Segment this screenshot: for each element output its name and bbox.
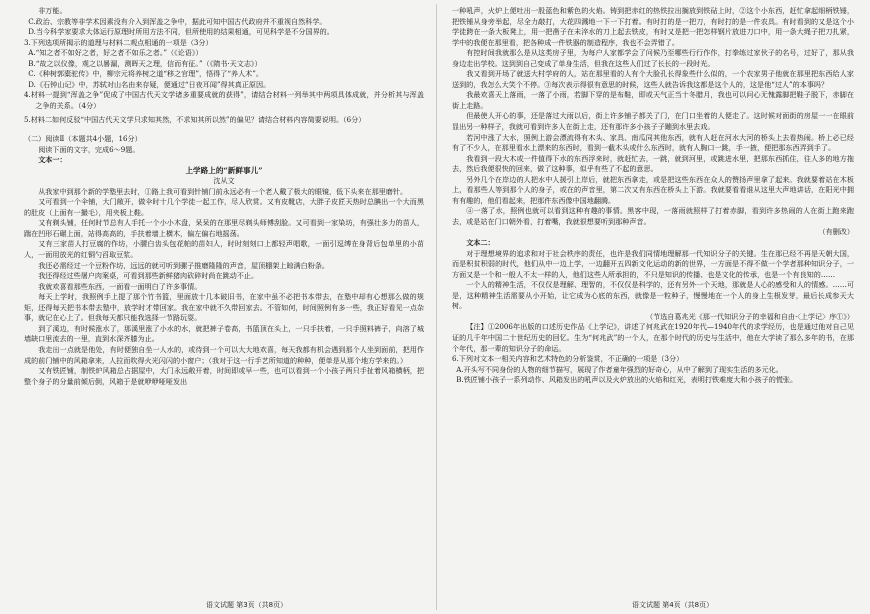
left-paragraph: 4.材料一提到“浑盖之争”促成了中国古代天文学诸多重要成就的获得”，请结合材料一列举其中两项具体成就，并分析其与浑盖之争的关系。（4分）	[24, 90, 424, 110]
left-paragraph: C.政治、宗教等非学术因素没有介入到浑盖之争中，据此可知中国古代政府并不重视自然科学。	[28, 16, 327, 26]
left-paragraph: D.当今科学家要求大体运行原理时所用方法不同，但所使用的结果相通，可见科学是不分国界的。	[28, 27, 334, 37]
left-paragraph: 3.下列选项所揭示的道理与材料二观点相通的一项是（3分）	[24, 37, 213, 47]
right-paragraph: A.开头写不同身份的人物的细节描写，展现了作者童年强烈的好奇心，从中了解到了现实生活的多元化。	[456, 364, 783, 374]
right-column	[452, 6, 854, 592]
left-paragraph: 从我家中到那个新的学塾里去时，①路上我可看到针铺门前永远必有一个老人戴了极大的眼镜，低下头来在那里磨针。	[38, 186, 408, 196]
page-footer-left: 语文试题 第3页（共8页）	[206, 601, 288, 609]
right-paragraph: （节选自葛兆光《那一代知识分子的幸福和自由·〈上学记〉序①》）	[646, 311, 854, 321]
left-paragraph: 我走出一点就是他处，有时便独自坐一人水的，或待到一个可以大大地欢喜，每天我都有机会遇到那个人坐到面前，把用作成的前门铺中的风箱拿来，人拉而吹得火光闪闪的小窗户；（我对于这一行手艺所知道的种种，便单是从那个地方学来的。）	[24, 344, 424, 365]
left-paragraph: 又有剃头铺，任何时节总有人手托一个小小木盘，呆呆的在那里尽剃头师傅刮脸。又可看到一家染坊，有强壮多力的苗人，踹在凹形石碾上面，站得高高的，手扶着墙上横木，偏左偏右地摇荡。	[24, 218, 424, 238]
left-paragraph: D.《石钟山记》中，苏轼对山名由来存疑，便通过“日夜耳闻”得其真正原因。	[28, 79, 271, 89]
right-paragraph: 我看到一段大木或一件值得下水的东西浮来时，就赶忙去，一跳，就到河里，或跳进水里，把那东西抓住，往人多的地方拖去，然后我便很快的回来，做了这种事，似乎有些了不起的意思。	[452, 153, 854, 174]
right-paragraph: 若河中涨了大水，照例上游会漂流得有木头、家具、南瓜同其他东西，就有人赶在河水大河的桥头上去看热闹。桥上必已经有了不少人，在那里看水上漂来的东西时，看到一截木头或什么东西时，就有人胸口一跳，手一掖，便把那东西弄到手了。	[452, 132, 854, 153]
left-paragraph: （二）阅读Ⅱ（本题共4小题，16分）	[24, 134, 142, 144]
right-paragraph: （有删改）	[818, 227, 854, 237]
right-paragraph: ④一落了水，照例也就可以看到这种有趣的事情。黑客中现，一落雨就照样了打着赤脚，看到许多热闹的人在街上跑来跑去，或是站在门口朝外看，打着嘴，我就很想要听到那种声音。	[452, 206, 854, 226]
left-paragraph: 文本一：	[38, 155, 67, 165]
left-paragraph: 上学路上的“新鲜事儿”	[185, 165, 263, 175]
left-paragraph: 非万能。	[38, 6, 67, 15]
left-paragraph: 5.材料二如何反驳“中国古代天文学只求知其然，不求知其所以然”的偏见？请结合材料内容简要说明。（6分）	[24, 115, 366, 125]
left-paragraph: 阅读下面的文字，完成6～9题。	[38, 144, 140, 154]
right-paragraph: 但最使人开心的事，还是落过大雨以后，街上许多铺子都关了门，在门口坐着的人便走了。这时候对面街的房屋一一在眼前显出另一种样子，我就可看到许多人在街上走，还有那许多小孩子子蹦到水里去戏。	[452, 111, 854, 132]
left-paragraph: 沈从文	[213, 176, 235, 186]
right-paragraph: B.铁匠铺小孩子一系列动作、风箱发出的吼声以及火炉放出的火焰和红光，表明打铁难度大和小孩子的慌张。	[456, 375, 798, 385]
right-paragraph: 一个人的精神生活，不仅仅是理解、理智的，不仅仅是科学的，还有另外一个天地，那就是人心的感受和人的情感。……可是，这种精神生活需要从小开始，让它成为心底的东西，就像是一粒种子，慢慢地在一个人的身上生根发芽，最后长成参天大树。	[452, 280, 854, 311]
left-paragraph: A.“知之者不如好之者，好之者不如乐之者。”（《论语》）	[28, 48, 203, 58]
right-paragraph: 对于理想境界的追求和对于社会秩序的责任，也许是我们同情地理解那一代知识分子的关键。生在那已经不再是天朝大国，而是积贫积弱的时代，他们从中一边上学，一边翻开五四新文化运动的新的世界，一方面是不得不做一个学者那种知识分子，一方面又是一个和一般人不太一样的人，他们这些人所承担的，不只是知识的传播、也是文化的传承，也是一个有良知的……	[452, 248, 854, 279]
right-paragraph: 一种吼声，火炉上便吐出一股蓝色和紫色的火焰。铸到把赤红的热铁拉出搁放到铁砧上时，②这个小东西，赶忙拿起细柄铁锤，把铁锤从身旁举起，尽全力敲打，大花四溅地一下一下打着。有时打的是一把刀，有时打的是一件农具。有时看到的又是这个小学徒跨在一条大板凳上，用一把凿子在未淬水的刀上起去铁皮，有时又是把一把怎样钢片放进刀口中，用一条大绳子把刀扎紧，学中的我便在那里看，把各种成一件铁器的制造程序，我也不会弄错了。	[452, 6, 854, 47]
right-paragraph: 我最欢喜天上落雨，一落了小雨，若脚下穿的是布鞋，即或天气正当十冬腊月，我也可以问心无愧露脚把鞋子脱下，赤脚在街上走路。	[452, 90, 854, 110]
left-column	[24, 6, 424, 592]
left-paragraph: 我还得经过些屠户肉案桌，可看到那些新鲜猪肉砍碎时尚在跳动不止。	[38, 271, 259, 281]
left-paragraph: 我就欢喜看那些东西，一面看一面明白了许多事情。	[38, 281, 202, 291]
left-paragraph: 又有三家苗人打豆腐的作坊，小腰白齿头包花帕的苗妇人，时时刻刻口上都轻声唱歌，一面引逗缚在身背后包单里的小苗人，一面用放光的红铜勺舀取豆浆。	[24, 239, 424, 260]
left-paragraph: C.《种树郭橐驼传》中，柳宗元将养树之道“移之官理”，悟得了“养人术”。	[28, 69, 263, 79]
right-paragraph: 我又看到开场了就送大村学府的人，站在那里看的人有个大脸孔长得象些什么似的，一个农家男子他就在那里把东西给人家送到的，我怎么大笑个不停。③每次表示得很有意思的时候，这些人就告诉我这都是这个人的，这是他“过人”的本事吗？	[452, 69, 854, 89]
right-paragraph: 【注】①2006年出版的口述历史作品《上学记》，讲述了何兆武在1920年代—1940年代的求学经历，也是通过他对自己见证的几千年中国二十世纪历史的回忆。生为“何兆武”的一个人，在那个时代的历史与生活中，他在大学读了那么多年的书，在那个年代，那一辈的知识分子的命运。	[452, 322, 854, 353]
right-paragraph: 6.下列对文本一相关内容和艺术特色的分析鉴赏，不正确的一项是（3分）	[452, 354, 684, 364]
left-paragraph: 又有铁匠铺，制铁炉风箱总占据屋中，大门永远敞开着，时间即或早一些，也可以看到一个小孩子两只手扯着风箱横柄，把整个身子的分量前倾后倒，风箱于是就咿咿哑哑发出	[24, 366, 424, 386]
page-footer-right: 语文试题 第4页（共8页）	[632, 601, 714, 609]
right-paragraph: 文本二：	[466, 238, 495, 248]
left-paragraph: 到了溪边，有时候涨水了，那溪里涨了小水的水，就把裤子卷高，书篮顶在头上，一只手扶着，一只手照料裤子，向溶了城墙缺口里流去的一里，直到水深齐膝为止。	[24, 323, 424, 344]
left-paragraph: 又可看到一个伞铺，大门敞开，做伞时十几个学徒一起工作，尽人欣赏。又有皮靴店，大胖子皮匠天热时总腆出一个大而黑的肚皮（上面有一撮毛），用夹板上鞋。	[24, 197, 424, 217]
left-paragraph: 每天上学时，我照例手上提了那个竹书篮，里面放十几本破旧书，在家中虽不必把书本带去，在塾中却有心想那么做的规矩，还得每天把书本带去塾中，放学时才带回家。我在家中就不久带回家去。不管如何，时间照例有多一些，我正好看见一点杂事，就记在心上了。但我每天都只能我选择一节路玩耍。	[24, 292, 424, 323]
left-paragraph: 我还必需经过一个豆粉作坊，远远的就可听到骡子推磨隆隆的声音，屋顶棚架上晾满白粉条。	[38, 260, 330, 270]
right-paragraph: 有控时间我就那么是从这类房子里，为每户人家都学会了问候乃至哪些行行作作，打拳练过家伙子的名号，过好了，那从我身边走出学校。这到到自己变成了单身生活，但我在这些人们过了长长的一段时光。	[452, 48, 854, 68]
left-paragraph: B.“故之以仪像，观之以晷漏，测晖天之理，信而有征。”（《隋书·天文志》）	[28, 58, 262, 68]
right-paragraph: 另外几个在岸边的人把水中人援引上岸后，就把东西拿走，或是把这些东西在众人的赞扬声里拿了起来。我就要着站在木板上，看那些人等到那个人的身子，或在的声音里，第二次又有东西在桥头上下游。我就要看看谁从这里大声地讲话，在阳光中拥有有趣的，他们看起来，把那件东西像中国地翻腾。	[452, 174, 854, 205]
column-divider	[436, 4, 437, 610]
